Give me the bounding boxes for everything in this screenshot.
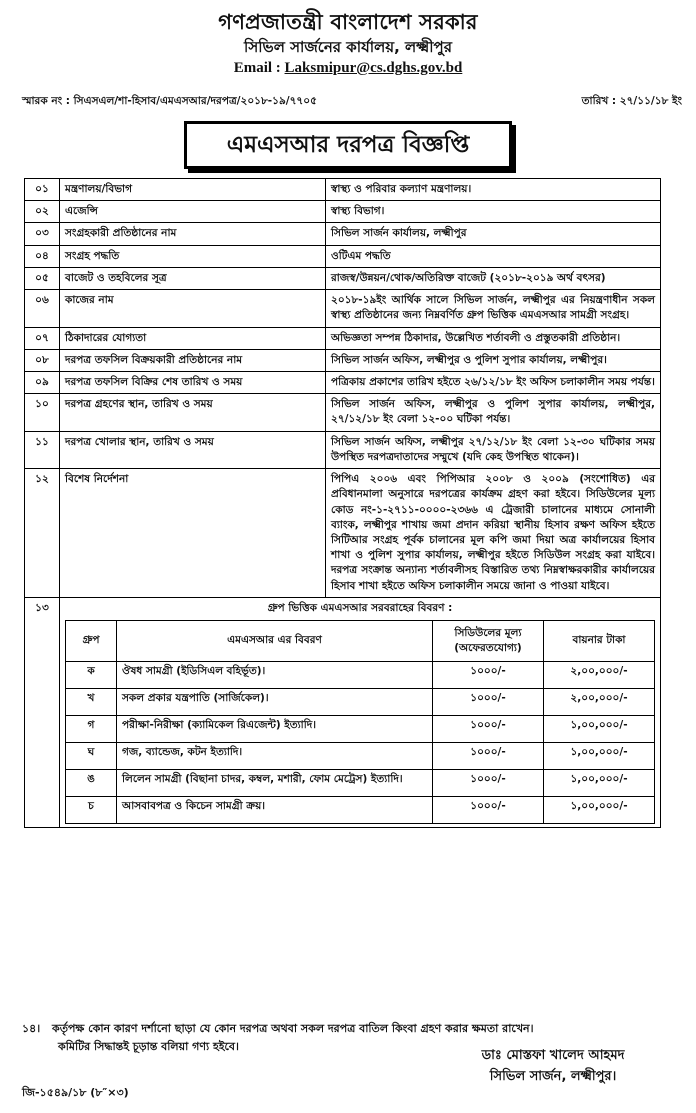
- group-row: [66, 689, 655, 716]
- table-row: [25, 201, 661, 223]
- email-link[interactable]: Laksmipur@cs.dghs.gov.bd: [284, 60, 463, 76]
- tender-details-table: [24, 178, 661, 828]
- row-number: ০৮: [25, 349, 60, 371]
- table-row: [25, 245, 661, 267]
- schedule-price: ১০০০/-: [433, 716, 544, 743]
- group-code: ঘ: [66, 743, 117, 770]
- row-value: সিভিল সার্জন অফিস, লক্ষ্মীপুর ও পুলিশ সুপার কার্যালয়, লক্ষ্মীপুর, ২৭/১২/১৮ ইং বেলা ১২-০০ ঘটিকা পর্যন্ত।: [326, 394, 661, 431]
- group-code: ঙ: [66, 770, 117, 797]
- notice-title: এমএসআর দরপত্র বিজ্ঞপ্তি: [184, 121, 512, 169]
- row-value: সিভিল সার্জন কার্যালয়, লক্ষ্মীপুর: [326, 223, 661, 245]
- government-title: গণপ্রজাতন্ত্রী বাংলাদেশ সরকার: [218, 10, 478, 34]
- row-number: ০১: [25, 179, 60, 201]
- memo-date: তারিখ : ২৭/১১/১৮ ইং: [581, 95, 682, 107]
- row-number: ১২: [25, 469, 60, 598]
- government-ad-code: জি-১৫৪৯/১৮ (৮″×৩): [22, 1086, 129, 1099]
- col-description: এমএসআর এর বিবরণ: [117, 621, 433, 662]
- row-value: পত্রিকায় প্রকাশের তারিখ হইতে ২৬/১২/১৮ ইং অফিস চলাকালীন সময় পর্যন্ত।: [326, 371, 661, 393]
- signature-block: [448, 1046, 658, 1088]
- row-value: অভিজ্ঞতা সম্পন্ন ঠিকাদার, উল্লেখিত শর্তাবলী ও প্রস্তুতকারী প্রতিষ্ঠান।: [326, 327, 661, 349]
- group-description: পরীক্ষা-নিরীক্ষা (ক্যামিকেল রিএজেন্ট) ইত্যাদি।: [117, 716, 433, 743]
- group-code: গ: [66, 716, 117, 743]
- row-value: সিভিল সার্জন অফিস, লক্ষ্মীপুর ও পুলিশ সুপার কার্যালয়, লক্ষ্মীপুর।: [326, 349, 661, 371]
- table-row: [25, 223, 661, 245]
- group-description: আসবাবপত্র ও কিচেন সামগ্রী ক্রয়।: [117, 797, 433, 824]
- table-row: [25, 179, 661, 201]
- note-number: ১৪।: [22, 1022, 41, 1035]
- group-description: সকল প্রকার যন্ত্রপাতি (সার্জিকেল)।: [117, 689, 433, 716]
- earnest-money: ১,০০,০০০/-: [544, 743, 655, 770]
- group-code: ক: [66, 662, 117, 689]
- group-row: [66, 743, 655, 770]
- signatory-name: ডাঃ মোস্তফা খালেদ আহমদ: [481, 1048, 625, 1063]
- row-label: দরপত্র তফসিল বিক্রয়কারী প্রতিষ্ঠানের নাম: [60, 349, 326, 371]
- table-row: [25, 290, 661, 327]
- row-number: ০৪: [25, 245, 60, 267]
- note-line-1: কর্তৃপক্ষ কোন কারণ দর্শানো ছাড়া যে কোন দরপত্র অথবা সকল দরপত্র বাতিল কিংবা গ্রহণ করার ক্ষমতা রাখেন।: [52, 1022, 534, 1035]
- row-label: মন্ত্রণালয়/বিভাগ: [60, 179, 326, 201]
- row-number: ০২: [25, 201, 60, 223]
- table-row: [25, 349, 661, 371]
- row-label: সংগ্রহ পদ্ধতি: [60, 245, 326, 267]
- row-label: দরপত্র তফসিল বিক্রির শেষ তারিখ ও সময়: [60, 371, 326, 393]
- table-row: [25, 431, 661, 468]
- row-label: দরপত্র গ্রহণের স্থান, তারিখ ও সময়: [60, 394, 326, 431]
- group-table-header: [66, 621, 655, 662]
- row-value: পিপিএ ২০০৬ এবং পিপিআর ২০০৮ ও ২০০৯ (সংশোধিত) এর প্রবিধানমালা অনুসারে দরপত্রের কার্যক্রম গ্রহণ করা হইবে। সিডিউলের মূল্য কোড নং-১-২৭১১-০০০০-২৩৬৬ এ ট্রেজারী চালানের মাধ্যমে সোনালী ব্যাংক, লক্ষ্মীপুর শাখায় জমা প্রদান করিয়া স্থানীয় হিসাব রক্ষণ অফিস হইতে সিটিআর সংগ্রহ পূর্বক চালানের মূল কপি জমা দিয়া অত্র কার্যালয়ের হিসাব শাখা ও পুলিশ সুপার কার্যালয়, লক্ষ্মীপুর হইতে সিডিউল সংগ্রহ করা যাইবে। দরপত্র সংক্রান্ত অন্যান্য শর্তাবলীসহ বিস্তারিত তথ্য নিম্নস্বাক্ষরকারীর কার্যালয়ের হিসাব শাখা হইতে অফিস চলাকালীন সময়ে জানা ও পাওয়া যাইবে।: [326, 469, 661, 598]
- col-schedule-price: সিডিউলের মূল্য (অফেরতযোগ্য): [433, 621, 544, 662]
- row-label: এজেন্সি: [60, 201, 326, 223]
- row-label: বিশেষ নির্দেশনা: [60, 469, 326, 598]
- table-row: [25, 371, 661, 393]
- row-number: ০৩: [25, 223, 60, 245]
- table-row: [25, 394, 661, 431]
- row-number: ০৯: [25, 371, 60, 393]
- row-number: ১১: [25, 431, 60, 468]
- group-row: [66, 797, 655, 824]
- row-label: সংগ্রহকারী প্রতিষ্ঠানের নাম: [60, 223, 326, 245]
- table-row: [25, 469, 661, 598]
- group-description: ঔষধ সামগ্রী (ইডিসিএল বহির্ভূত)।: [117, 662, 433, 689]
- group-supply-heading: গ্রুপ ভিত্তিক এমএসআর সরবরাহের বিবরণ :: [267, 601, 453, 614]
- earnest-money: ১,০০,০০০/-: [544, 716, 655, 743]
- group-code: চ: [66, 797, 117, 824]
- table-row: [25, 597, 661, 827]
- signatory-designation: সিভিল সার্জন, লক্ষ্মীপুর।: [489, 1068, 617, 1084]
- group-supply-table: [65, 620, 655, 824]
- row-value: ২০১৮-১৯ইং আর্থিক সালে সিভিল সার্জন, লক্ষ্মীপুর এর নিয়ন্ত্রণাধীন সকল স্বাস্থ্য প্রতিষ্ঠানের জন্য নিম্নবর্ণিত গ্রুপ ভিত্তিক এমএসআর সামগ্রী সংগ্রহ।: [326, 290, 661, 327]
- memo-reference: স্মারক নং : সিএসএল/শা-হিসাব/এমএসআর/দরপত্র/২০১৮-১৯/৭৭০৫: [22, 95, 317, 107]
- table-row: [25, 267, 661, 289]
- earnest-money: ১,০০,০০০/-: [544, 770, 655, 797]
- col-earnest-money: বায়নার টাকা: [544, 621, 655, 662]
- row-number: ০৫: [25, 267, 60, 289]
- group-code: খ: [66, 689, 117, 716]
- col-group: গ্রুপ: [66, 621, 117, 662]
- office-email: [0, 60, 696, 77]
- office-name: সিভিল সার্জনের কার্যালয়, লক্ষ্মীপুর: [244, 38, 452, 56]
- earnest-money: ১,০০,০০০/-: [544, 797, 655, 824]
- group-row: [66, 770, 655, 797]
- row-number: ১০: [25, 394, 60, 431]
- schedule-price: ১০০০/-: [433, 770, 544, 797]
- schedule-price: ১০০০/-: [433, 797, 544, 824]
- row-value: রাজস্ব/উন্নয়ন/থোক/অতিরিক্ত বাজেট (২০১৮-২০১৯ অর্থ বৎসর): [326, 267, 661, 289]
- row-label: বাজেট ও তহবিলের সূত্র: [60, 267, 326, 289]
- group-description: লিলেন সামগ্রী (বিছানা চাদর, কম্বল, মশারী, ফোম মেট্রেস) ইত্যাদি।: [117, 770, 433, 797]
- group-row: [66, 716, 655, 743]
- table-row: [25, 327, 661, 349]
- group-row: [66, 662, 655, 689]
- row-number: ১৩: [25, 597, 60, 827]
- row-value: স্বাস্থ্য ও পরিবার কল্যাণ মন্ত্রণালয়।: [326, 179, 661, 201]
- earnest-money: ২,০০,০০০/-: [544, 689, 655, 716]
- row-label: ঠিকাদারের যোগ্যতা: [60, 327, 326, 349]
- earnest-money: ২,০০,০০০/-: [544, 662, 655, 689]
- group-supply-cell: [60, 597, 661, 827]
- email-label: Email :: [233, 60, 285, 76]
- schedule-price: ১০০০/-: [433, 662, 544, 689]
- note-line-2: কমিটির সিদ্ধান্তই চূড়ান্ত বলিয়া গণ্য হইবে।: [58, 1039, 239, 1053]
- group-description: গজ, ব্যান্ডেজ, কটন ইত্যাদি।: [117, 743, 433, 770]
- schedule-price: ১০০০/-: [433, 689, 544, 716]
- schedule-price: ১০০০/-: [433, 743, 544, 770]
- row-value: স্বাস্থ্য বিভাগ।: [326, 201, 661, 223]
- row-label: কাজের নাম: [60, 290, 326, 327]
- row-number: ০৬: [25, 290, 60, 327]
- row-value: সিভিল সার্জন অফিস, লক্ষ্মীপুর ২৭/১২/১৮ ইং বেলা ১২-৩০ ঘটিকার সময় উপস্থিত দরপত্রদাতাদের সম্মুখে (যদি কেহ উপস্থিত থাকেন)।: [326, 431, 661, 468]
- row-value: ওটিএম পদ্ধতি: [326, 245, 661, 267]
- row-label: দরপত্র খোলার স্থান, তারিখ ও সময়: [60, 431, 326, 468]
- row-number: ০৭: [25, 327, 60, 349]
